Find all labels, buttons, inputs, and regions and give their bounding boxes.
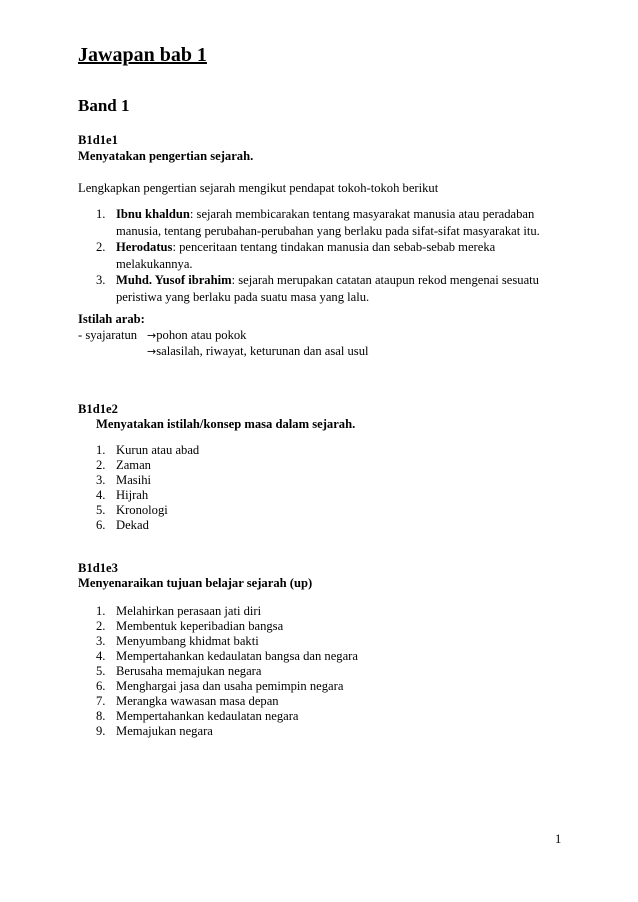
istilah-meaning: →salasilah, riwayat, keturunan dan asal usul [147, 344, 369, 358]
page-number: 1 [555, 832, 562, 846]
list-item [78, 272, 578, 305]
list-item: 2. Membentuk keperibadian bangsa [96, 619, 284, 633]
list-number: 3. [96, 273, 106, 287]
list-number: 1. [96, 207, 106, 221]
list-item: 6. Dekad [96, 518, 149, 532]
section1-heading: Menyatakan pengertian sejarah. [78, 149, 254, 163]
list-item: 7. Merangka wawasan masa depan [96, 694, 279, 708]
arrow-right-icon: → [147, 329, 157, 342]
list-item: 5. Kronologi [96, 503, 168, 517]
figure-name: Ibnu khaldun [116, 207, 190, 221]
definition-list [78, 206, 578, 305]
section3-heading: Menyenaraikan tujuan belajar sejarah (up) [78, 576, 313, 590]
list-item: 3. Menyumbang khidmat bakti [96, 634, 259, 648]
definition-line: melakukannya. [116, 256, 193, 271]
list-item: 8. Mempertahankan kedaulatan negara [96, 709, 299, 723]
section1-code: B1d1e1 [78, 133, 118, 147]
definition-line: : penceritaan tentang tindakan manusia dan sebab-sebab mereka [172, 240, 496, 254]
list-item [78, 206, 578, 239]
list-number: 2. [96, 240, 106, 254]
purpose-list [78, 604, 578, 739]
section1-intro: Lengkapkan pengertian sejarah mengikut pendapat tokoh-tokoh berikut [78, 181, 439, 195]
list-item: 5. Berusaha memajukan negara [96, 664, 262, 678]
istilah-term: - syajaratun [78, 328, 138, 342]
definition-line: manusia, tentang perubahan-perubahan yang berlaku pada sifat-sifat masyarakat itu. [116, 223, 540, 238]
section3-code: B1d1e3 [78, 561, 118, 575]
time-concept-list [78, 443, 578, 533]
list-item: 1. Kurun atau abad [96, 443, 200, 457]
list-item: 2. Zaman [96, 458, 151, 472]
section2-code: B1d1e2 [78, 402, 118, 416]
list-item: 6. Menghargai jasa dan usaha pemimpin negara [96, 679, 344, 693]
definition-line: peristiwa yang berlaku pada suatu masa yang lalu. [116, 289, 370, 304]
band-heading: Band 1 [78, 96, 130, 115]
istilah-meaning: →pohon atau pokok [147, 328, 247, 342]
definition-line: : sejarah merupakan catatan ataupun rekod mengenai sesuatu [231, 273, 539, 287]
section2-heading: Menyatakan istilah/konsep masa dalam sejarah. [96, 417, 356, 431]
figure-name: Herodatus [116, 240, 173, 254]
list-item: 4. Mempertahankan kedaulatan bangsa dan negara [96, 649, 358, 663]
definition-line: : sejarah membicarakan tentang masyarakat manusia atau peradaban [189, 207, 535, 221]
list-item: 3. Masihi [96, 473, 151, 487]
list-item: 1. Melahirkan perasaan jati diri [96, 604, 262, 618]
list-item [78, 239, 578, 272]
page-title: Jawapan bab 1 [78, 44, 207, 66]
list-item: 4. Hijrah [96, 488, 149, 502]
istilah-label: Istilah arab: [78, 312, 145, 326]
arrow-right-icon: → [147, 345, 157, 358]
figure-name: Muhd. Yusof ibrahim [116, 273, 232, 287]
list-item: 9. Memajukan negara [96, 724, 213, 738]
